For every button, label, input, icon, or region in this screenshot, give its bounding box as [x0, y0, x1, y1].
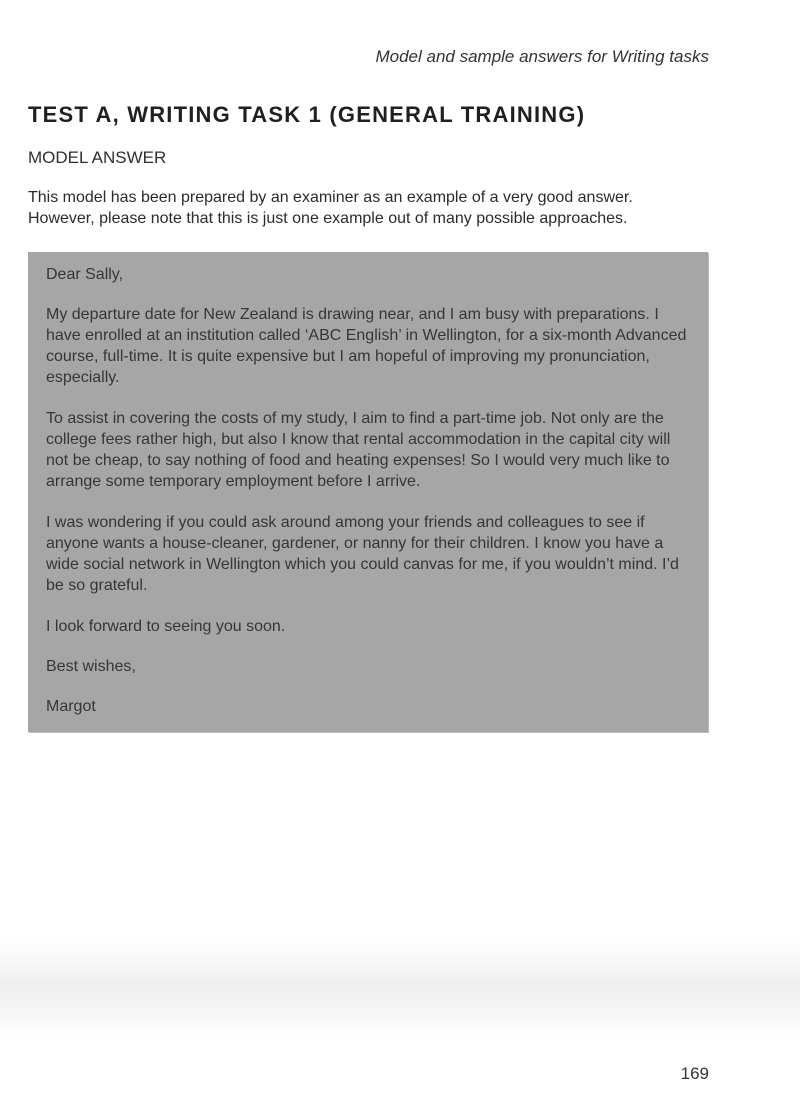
letter-salutation: Dear Sally,	[46, 266, 124, 283]
page-scan-shadow	[0, 940, 800, 1040]
letter-paragraph: To assist in covering the costs of my study, I aim to find a part-time job. Not only are the college fees rather high, but also I know that rental accommodation in the capital city will not be cheap, to say nothing of food and heating expenses! So I would very much like to arrange some temporary employment before I arrive.	[46, 410, 671, 490]
letter-closing: Best wishes,	[46, 658, 136, 675]
letter-paragraph: My departure date for New Zealand is drawing near, and I am busy with preparations. I have enrolled at an institution called ‘ABC English’ in Wellington, for a six-month Advanced course, full-time. It is quite expensive but I am hopeful of improving my pronunciation, especially.	[46, 306, 687, 386]
page-title: TEST A, WRITING TASK 1 (GENERAL TRAINING)	[28, 102, 586, 127]
model-letter-box	[28, 252, 708, 732]
letter-signature: Margot	[46, 698, 96, 715]
letter-paragraph: I was wondering if you could ask around among your friends and colleagues to see if anyone wants a house-cleaner, gardener, or nanny for their children. I know you have a wide social network in Wellington which you could canvas for me, if you wouldn’t mind. I’d be so grateful.	[46, 514, 679, 594]
intro-line: However, please note that this is just one example out of many possible approaches.	[28, 210, 628, 227]
running-header: Model and sample answers for Writing tasks	[375, 47, 709, 66]
page-number: 169	[680, 1064, 709, 1083]
section-subheading: MODEL ANSWER	[28, 148, 167, 167]
intro-line: This model has been prepared by an examiner as an example of a very good answer.	[28, 189, 633, 206]
intro-text	[28, 187, 718, 229]
letter-paragraph: I look forward to seeing you soon.	[46, 618, 286, 635]
